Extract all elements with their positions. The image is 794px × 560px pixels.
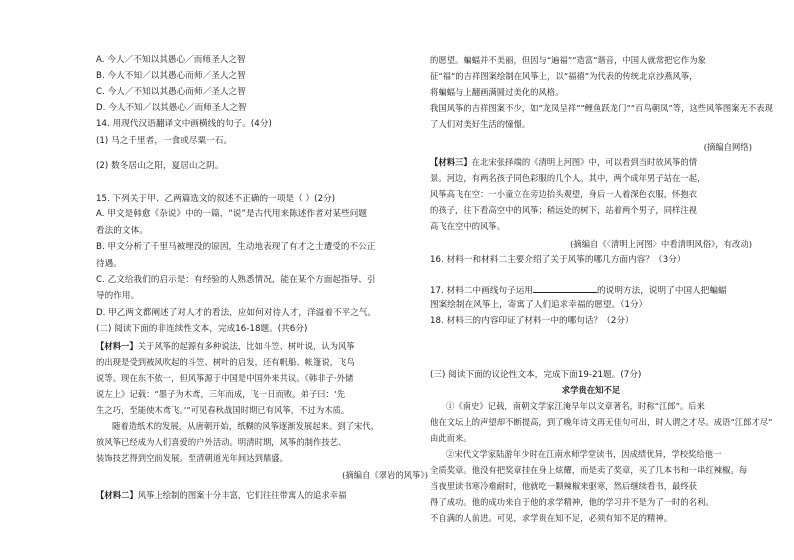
left-text-line bbox=[96, 226, 148, 237]
left-text-line bbox=[96, 275, 376, 286]
line-text: 说等。现在东不依一，但风筝源于中国是中国外来共议。《韩非子·外储 bbox=[96, 373, 354, 383]
material-label: 【材料一】 bbox=[96, 341, 138, 351]
line-text: 当夜里读书寒冷难耐时，他就吃一颗辣椒来驱寒，然后继续看书，最终获 bbox=[430, 481, 698, 491]
line-text: 得了成功。他的成功来自于他的求学精神，他的学习并不是为了一时的名利。 bbox=[430, 497, 714, 507]
line-text: 18. 材料三的内容印证了材料一中的哪句话？（2分） bbox=[430, 316, 634, 326]
line-text: (三) 阅读下面的议论性文本，完成下面19-21题。(7分) bbox=[430, 370, 642, 380]
left-text-line bbox=[96, 357, 355, 368]
left-text-line bbox=[96, 161, 223, 172]
line-text: 的愿望。蝙蝠并不美丽，但因与“遍福”“造富”谐音，中国人就常把它作为象 bbox=[430, 55, 706, 65]
line-text: 装饰技艺得到空前发展。至清朝道光年间达到鼎盛。 bbox=[96, 453, 288, 463]
line-text: 导的作用。 bbox=[96, 291, 140, 301]
left-text-line bbox=[96, 291, 139, 302]
line-text: 随着造纸术的发展，从唐朝开始，纸糊的风筝逐渐发展起来。到了宋代， bbox=[112, 421, 380, 431]
left-text-line bbox=[96, 308, 376, 319]
line-text: 15. 下列关于甲、乙两篇选文的叙述不正确的一项是（ ）(2分) bbox=[96, 194, 336, 204]
right-text-line bbox=[704, 142, 752, 153]
right-text-line bbox=[430, 433, 472, 444]
line-text: 图案绘制在风筝上，寄寓了人们追求幸福的愿望。（1分） bbox=[430, 300, 648, 310]
left-text-line bbox=[96, 71, 246, 82]
material-label: 【材料三】 bbox=[430, 157, 472, 167]
line-text: ①《南史》记载，南朝文学家江淹早年以文章著名，时称“江郎”。后来 bbox=[446, 401, 705, 411]
left-text-line bbox=[96, 389, 345, 400]
line-text: 景。河边，有两名孩子同色彩服的几个人。其中，两个成年男子站在一起， bbox=[430, 173, 706, 183]
line-text: D. 今人不知／以其愚心／而师圣人之智 bbox=[96, 103, 247, 113]
left-text-line bbox=[96, 324, 307, 335]
right-text-line bbox=[430, 119, 530, 130]
line-text: (二) 阅读下面的非连续性文本，完成16-18题。(共6分) bbox=[96, 324, 308, 334]
right-text-line bbox=[430, 300, 647, 311]
right-text-line bbox=[430, 449, 721, 460]
line-text: 了人们对美好生活的憧憬。 bbox=[430, 119, 531, 129]
right-text-line bbox=[430, 481, 697, 492]
right-text-line bbox=[430, 316, 634, 327]
line-text: D. 甲乙两文都阐述了对人才的看法，应如何对待人才，洋溢着不平之气。 bbox=[96, 308, 377, 318]
line-text: 风筝上绘制的图案十分丰富，它们往往带寓人的追求幸福 bbox=[137, 490, 347, 500]
answer-blank[interactable] bbox=[533, 284, 597, 293]
left-text-line bbox=[96, 55, 246, 66]
line-text: 14. 用现代汉语翻译文中画横线的句子。(4分) bbox=[96, 119, 272, 129]
line-text: 他在文坛上的声望却不断提高，到了晚年诗文再无佳句可出，时人谓之才尽。成语“江郎才尽” bbox=[430, 417, 773, 427]
right-text-line bbox=[430, 205, 697, 216]
line-text: 看法的文体。 bbox=[96, 226, 148, 236]
line-text: 关于风筝的起源有多种说法，比如斗笠、树叶说，认为风筝 bbox=[137, 341, 355, 351]
left-text-line bbox=[96, 194, 335, 205]
line-text: 的孩子，往下看高空中的风筝；稍远处的树下，站着两个男子，同样注视 bbox=[430, 205, 698, 215]
line-text: 不自满的人前进。可见，求学贵在知不足，必须有知不足的精神。 bbox=[430, 513, 673, 523]
line-text: (1) 马之千里者，一食或尽粟一石。 bbox=[96, 136, 233, 146]
line-text: (摘编自网络) bbox=[703, 142, 752, 152]
line-text: A. 甲文是韩愈《杂说》中的一篇，“说”是古代用来陈述作者对某些问题 bbox=[96, 209, 368, 219]
left-text-line bbox=[96, 421, 379, 432]
right-text-line bbox=[430, 157, 697, 168]
line-text: (摘编自《〈清明上河图〉中看清明风俗》，有改动) bbox=[570, 239, 752, 249]
line-text: A. 今人／不知以其愚心／而师圣人之智 bbox=[96, 55, 246, 65]
line-text: 求学贵在知不足 bbox=[561, 385, 621, 395]
line-text: 放风筝已经成为人们喜爱的户外活动。明清时期，风筝的制作技艺、 bbox=[96, 437, 347, 447]
right-text-line bbox=[430, 465, 747, 476]
left-text-line bbox=[96, 373, 353, 384]
line-text: 我国风筝的吉祥图案不少，如“龙凤呈祥”“鲤鱼跃龙门”“百鸟朝凤”等，这些风筝图案无不表现 bbox=[430, 103, 773, 113]
right-text-line bbox=[430, 284, 727, 297]
left-text-line bbox=[96, 453, 288, 464]
right-text-line bbox=[430, 103, 773, 114]
line-text: 由此而来。 bbox=[430, 433, 472, 443]
right-text-line bbox=[430, 189, 697, 200]
line-text: (摘编自《翠岩的风筝》) bbox=[342, 470, 428, 480]
left-text-line bbox=[96, 87, 246, 98]
line-text: (2) 数冬居山之阳，夏居山之阴。 bbox=[96, 161, 224, 171]
line-text: 待遇。 bbox=[96, 259, 122, 269]
left-text-line bbox=[96, 490, 346, 501]
left-text-line bbox=[96, 242, 375, 253]
line-text: 风筝高飞在空：一小童立在旁边抬头观望，身后一人着深色衣服，怀抱衣 bbox=[430, 189, 698, 199]
line-text: 将蝙蝠与上翻画满圆过美化的风格。 bbox=[430, 87, 564, 97]
line-text: C. 今人／不知以其愚心而师／圣人之智 bbox=[96, 87, 246, 97]
line-text: 16. 材料一和材料二主要介绍了关于风筝的哪几方面内容？（3分） bbox=[430, 255, 686, 265]
line-text: ②宋代文学家陆游年少时在江南水师学堂读书，因成绩优异，学校奖给他一 bbox=[446, 449, 722, 459]
line-text: 说左上》记载：“墨子为木鸢，三年而成，飞一日而败。弟子曰：‘先 bbox=[96, 389, 346, 399]
left-text-line bbox=[96, 103, 247, 114]
line-text: 高飞在空中的风筝。 bbox=[430, 221, 506, 231]
left-text-line bbox=[96, 259, 122, 270]
line-text: 全质奖章。他没有把奖章挂在身上炫耀，而是卖了奖章，买了几本书和一串红辣椒。每 bbox=[430, 465, 748, 475]
right-text-line bbox=[430, 87, 564, 98]
question-text-tail: 的说明方法，说明了中国人把蝙蝠 bbox=[597, 286, 727, 296]
right-text-line bbox=[430, 497, 714, 508]
right-text-line bbox=[430, 401, 705, 412]
left-text-line bbox=[96, 136, 232, 147]
left-text-line bbox=[96, 405, 349, 416]
right-text-line bbox=[430, 370, 641, 381]
line-text: 的出现是受到被风吹起的斗笠、树叶的启发，还有帆船、帐篷说，飞鸟 bbox=[96, 357, 355, 367]
right-text-line bbox=[430, 385, 752, 396]
line-text: 生之巧，至能使木鸢飞。’”可见春秋战国时期已有风筝，不过为木质。 bbox=[96, 405, 350, 415]
line-text: C. 乙文给我们的启示是：有经验的人熟悉情况，能在某个方面起指导、引 bbox=[96, 275, 376, 285]
line-text: 在北宋张择端的《清明上河图》中，可以看到当时放风筝的情 bbox=[471, 157, 698, 167]
right-text-line bbox=[430, 513, 672, 524]
left-text-line bbox=[96, 209, 367, 220]
left-text-line bbox=[342, 470, 428, 481]
right-text-line bbox=[430, 173, 705, 184]
right-text-line bbox=[430, 221, 505, 232]
left-text-line bbox=[96, 341, 355, 352]
question-text: 17. 材料二中画线句子运用 bbox=[430, 286, 534, 296]
right-text-line bbox=[430, 255, 686, 266]
left-text-line bbox=[96, 437, 346, 448]
material-label: 【材料二】 bbox=[96, 490, 138, 500]
left-text-line bbox=[96, 119, 272, 130]
line-text: B. 今人不知／以其愚心而师／圣人之智 bbox=[96, 71, 246, 81]
right-text-line bbox=[430, 55, 706, 66]
right-text-line bbox=[570, 239, 752, 250]
right-text-line bbox=[430, 71, 698, 82]
right-text-line bbox=[430, 417, 772, 428]
line-text: 征“福”的吉祥图案绘制在风筝上，以“福禧”为代表的传统北京沙燕风筝， bbox=[430, 71, 698, 81]
line-text: B. 甲文分析了千里马被埋没的原因，生动地表现了有才之士遭受的不公正 bbox=[96, 242, 376, 252]
